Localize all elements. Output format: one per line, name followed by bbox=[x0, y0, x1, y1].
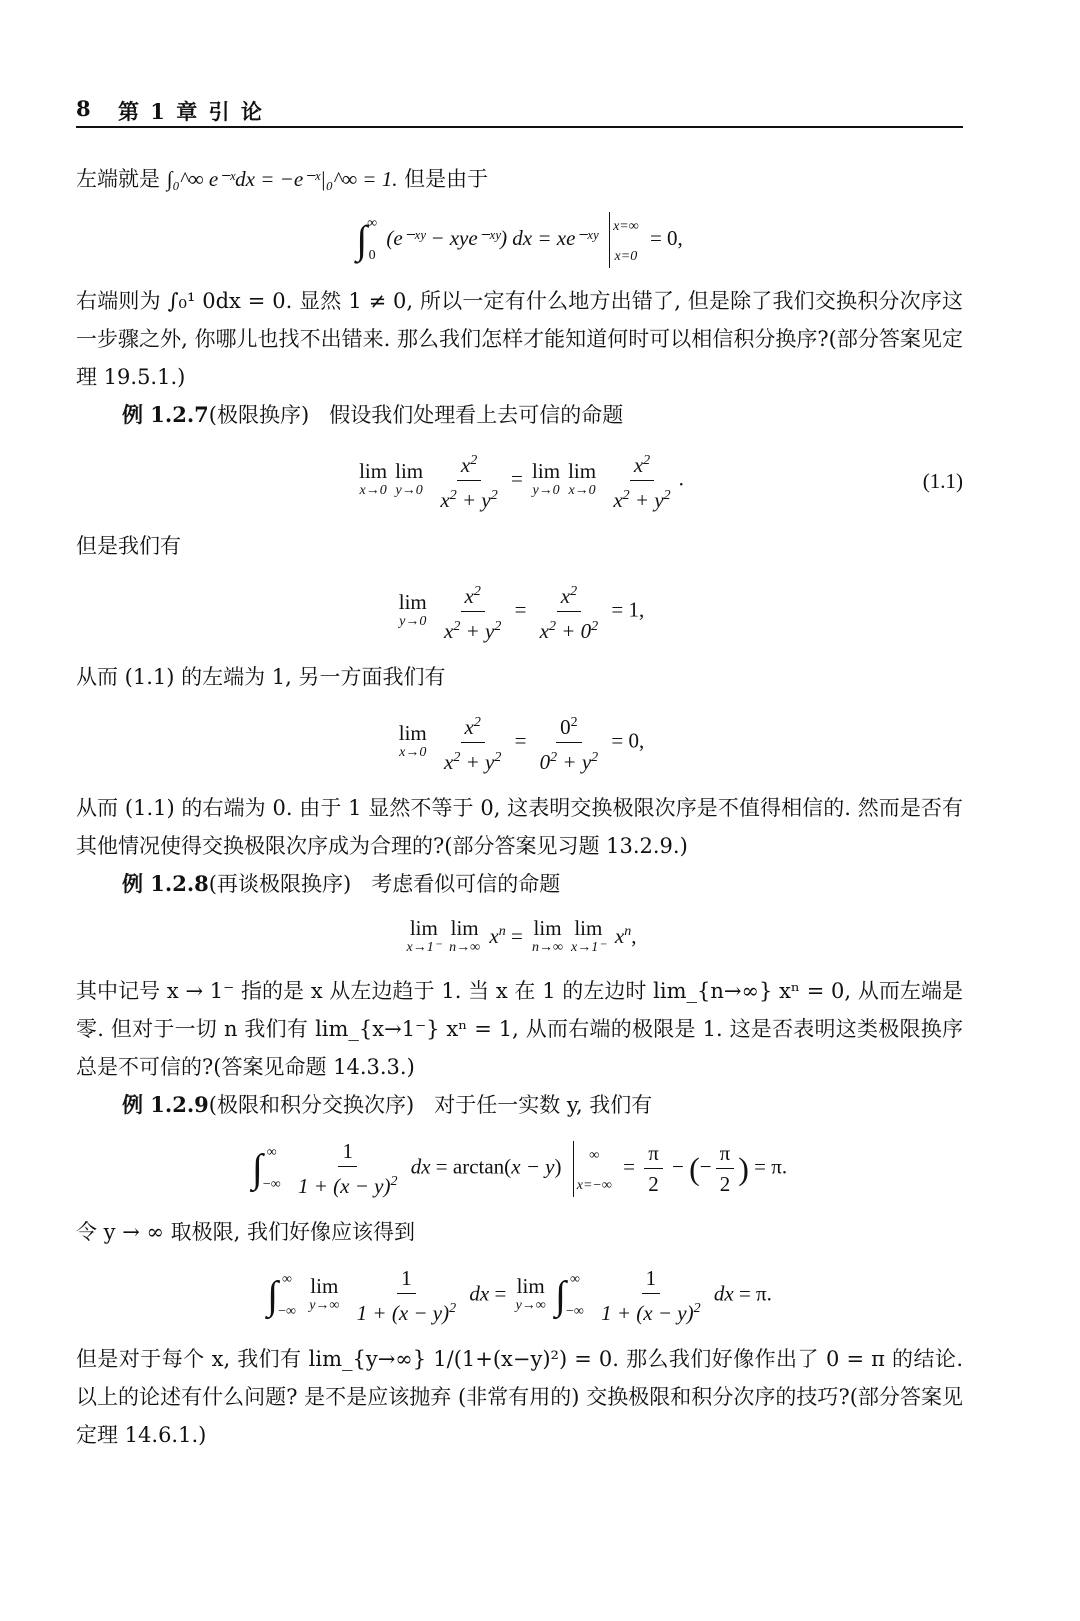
example-1-2-7 bbox=[76, 396, 963, 434]
paragraph-8: 但是对于每个 x, 我们有 lim_{y→∞} 1/(1+(x−y)²) = 0. 那么我们好像作出了 0 = π 的结论. 以上的论述有什么问题? 是不是应该抛弃 (非常有用的) 交换极限和积分次序的技巧?(部分答案见定理 14.6.1.) bbox=[76, 1347, 963, 1448]
example-text: 对于任一实数 y, 我们有 bbox=[434, 1093, 653, 1118]
inline-formula: ∫₀^∞ e⁻ˣdx = −e⁻ˣ|₀^∞ = 1. bbox=[166, 167, 398, 191]
equation-limit-swap: lim x→1⁻ lim n→∞ $x^n = \lim$ n→∞ lim x→1⁻ $x^n$, bbox=[406, 916, 637, 956]
paragraph-2: 右端则为 ∫₀¹ 0dx = 0. 显然 1 ≠ 0, 所以一定有什么地方出错了, 但是除了我们交换积分次序这一步骤之外, 你哪儿也找不出错来. 那么我们怎样才能知道何时可以相信积分换序?(部分答案见定理 19.5.1.) bbox=[76, 289, 963, 389]
equation-right-limit: lim x→0 $\frac{x^2}{x^2 + y^2}$ = $\frac{0^2}{0^2 + y^2}$ = 0, bbox=[76, 710, 963, 775]
equation-left-limit: lim y→0 $\frac{x^2}{x^2 + y^2}$ = $\frac{x^2}{x^2 + 0^2}$ = 1, bbox=[76, 579, 963, 644]
example-label: 例 1.2.9 bbox=[122, 1092, 209, 1118]
eval-upper: x=∞ bbox=[613, 219, 639, 234]
paragraph-7: 令 y → ∞ 取极限, 我们好像应该得到 bbox=[76, 1220, 416, 1245]
paragraph-6: 其中记号 x → 1⁻ 指的是 x 从左边趋于 1. 当 x 在 1 的左边时 lim_{n→∞} xⁿ = 0, 从而左端是零. 但对于一切 n 我们有 lim_{x→1⁻} xⁿ = 1, 从而右端的极限是 1. 这是否表明这类极限换序总是不可信的?(答案见命题 14.3.3.) bbox=[76, 979, 963, 1080]
example-label: 例 1.2.8 bbox=[122, 871, 209, 896]
paragraph-4: 从而 (1.1) 的左端为 1, 另一方面我们有 bbox=[76, 665, 446, 689]
equation-integral-zero: ∫ ∞ 0 (e⁻ˣʸ − xye⁻ˣʸ) dx = xe⁻ˣʸ x=∞ x=0 = 0, bbox=[76, 212, 963, 268]
equation-arctan: ∫ ∞ −∞ $\frac{1}{1 + (x - y)^2}$ dx = arctan(x − y) ∞ x=−∞ = $\frac{\pi}{2}$ − (− $\frac{\pi}{2}$ ) = π. bbox=[251, 1139, 788, 1199]
example-text: 假设我们处理看上去可信的命题 bbox=[329, 403, 624, 427]
text-tail: 但是由于 bbox=[397, 167, 489, 191]
equation-number: (1.1) bbox=[922, 468, 963, 493]
paragraph-3: 但是我们有 bbox=[76, 534, 181, 558]
equation-limit-integral: ∫ ∞ −∞ lim y→∞ $\frac{1}{1 + (x - y)^2}$ dx = lim y→∞ ∫ ∞ −∞ $\frac{1}{1 + (x - y)^2}$ dx = π. bbox=[267, 1266, 772, 1326]
page-body bbox=[76, 160, 963, 1454]
example-text: 考虑看似可信的命题 bbox=[371, 872, 561, 896]
equation-rhs: = 0, bbox=[649, 225, 683, 250]
example-title: (极限换序) bbox=[208, 403, 310, 427]
example-title: (再谈极限换序) bbox=[208, 872, 352, 896]
chapter-title: 第 1 章 引 论 bbox=[118, 99, 264, 124]
text-lead: 左端就是 bbox=[76, 167, 167, 191]
paragraph-1 bbox=[76, 160, 963, 198]
integrand: (e⁻ˣʸ − xye⁻ˣʸ) dx = xe⁻ˣʸ bbox=[386, 225, 598, 250]
example-1-2-9 bbox=[76, 1086, 963, 1124]
running-header bbox=[76, 92, 963, 128]
eval-lower: x=0 bbox=[614, 249, 638, 264]
example-label: 例 1.2.7 bbox=[122, 402, 209, 427]
page-number: 8 bbox=[76, 96, 91, 121]
example-1-2-8 bbox=[76, 865, 963, 903]
example-title: (极限和积分交换次序) bbox=[208, 1093, 415, 1118]
equation-1-1: lim x→0 lim y→0 $\frac{x^2}{x^2 + y^2}$ = lim y→0 lim x→0 $\frac{x^2}{x^2 + y^2}$ . (1.1) bbox=[76, 448, 963, 513]
paragraph-5: 从而 (1.1) 的右端为 0. 由于 1 显然不等于 0, 这表明交换极限次序是不值得相信的. 然而是否有其他情况使得交换极限次序成为合理的?(部分答案见习题 13.2.9.) bbox=[76, 796, 963, 858]
